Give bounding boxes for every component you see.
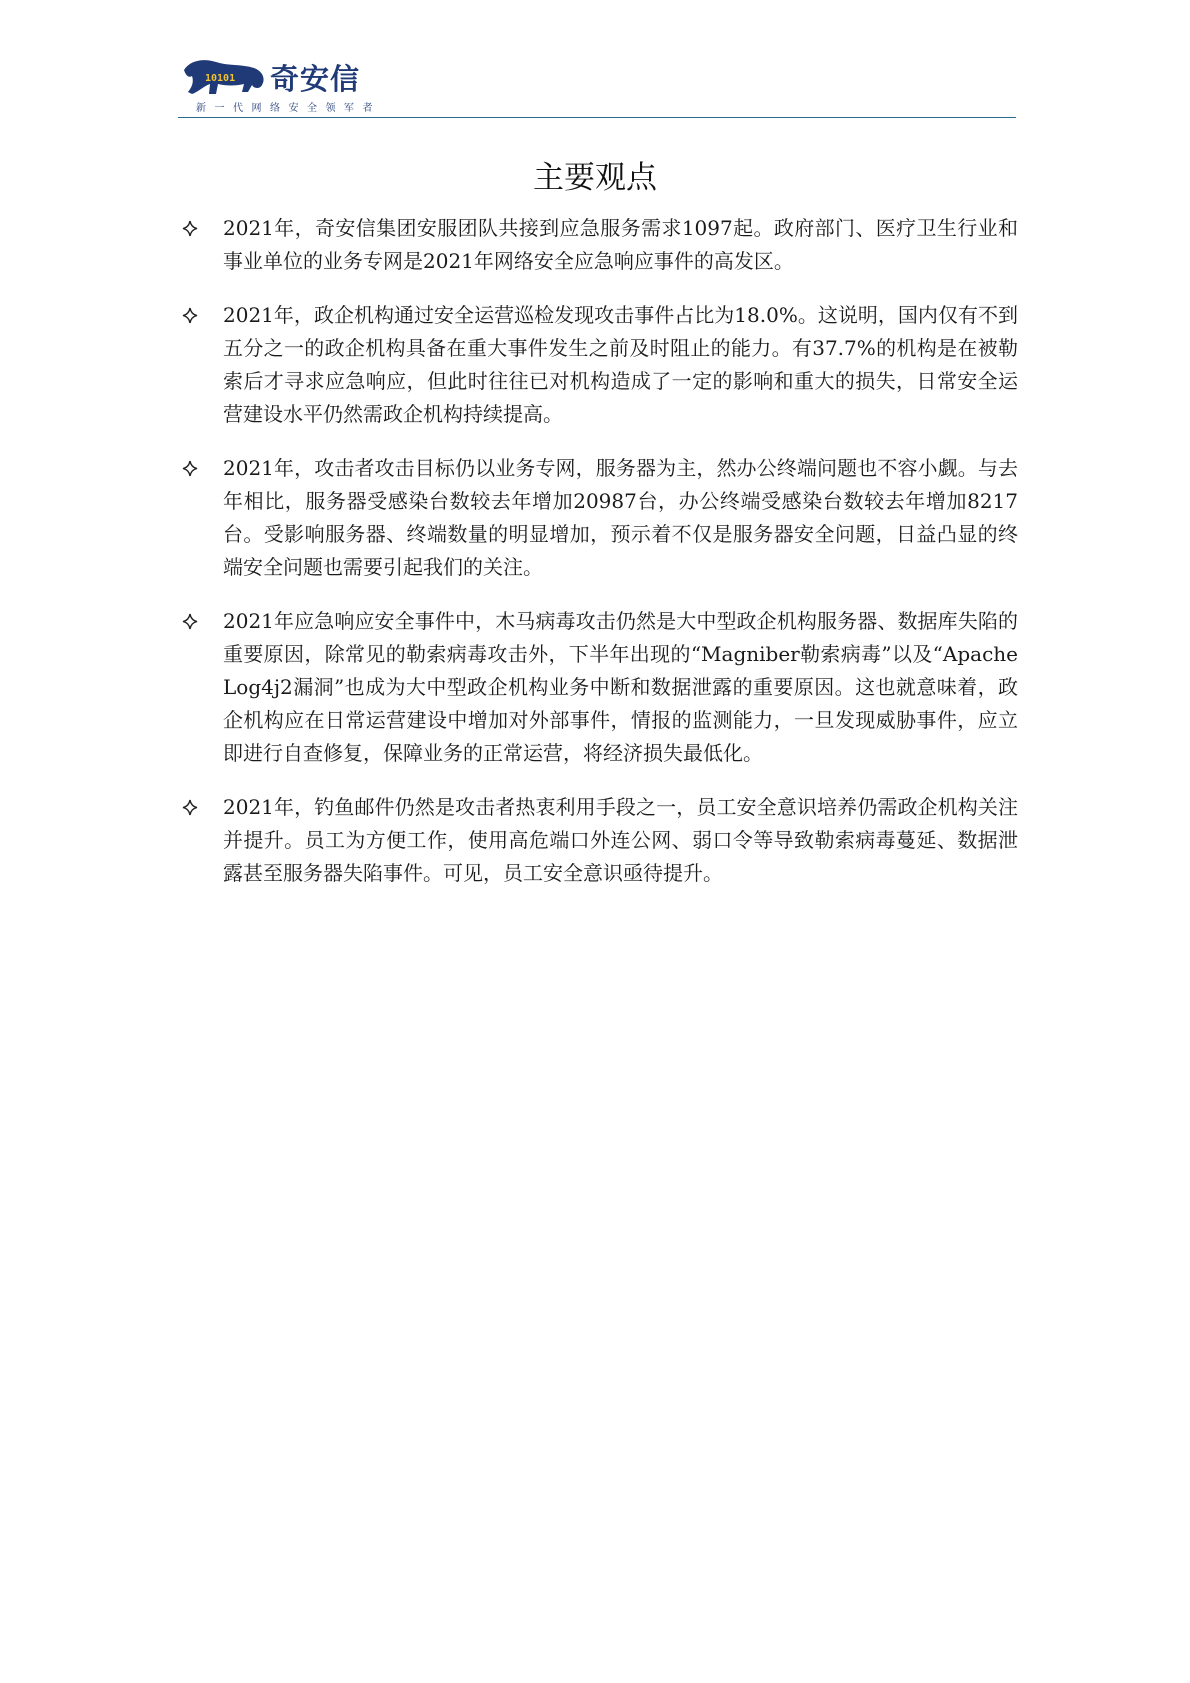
key-point-text: 2021年，钓鱼邮件仍然是攻击者热衷利用手段之一，员工安全意识培养仍需政企机构关注并提升。员工为方便工作，使用高危端口外连公网、弱口令等导致勒索病毒蔓延、数据泄露甚至服务器失陷事件。可见，员工安全意识亟待提升。 — [223, 795, 1018, 885]
four-point-star-icon — [178, 212, 202, 245]
leopard-logo-icon — [182, 58, 266, 98]
key-point-text: 2021年，攻击者攻击目标仍以业务专网，服务器为主，然办公终端问题也不容小觑。与去年相比，服务器受感染台数较去年增加20987台，办公终端受感染台数较去年增加8217台。受影响服务器、终端数量的明显增加，预示着不仅是服务器安全问题，日益凸显的终端安全问题也需要引起我们的关注。 — [223, 456, 1018, 579]
key-point-5 — [178, 791, 1018, 890]
brand-name: 奇安信 — [270, 62, 361, 96]
four-point-star-icon — [178, 452, 202, 485]
key-point-3 — [178, 452, 1018, 584]
key-points-list — [178, 212, 1018, 911]
key-point-4 — [178, 605, 1018, 770]
key-point-1 — [178, 212, 1018, 278]
logo-digits: 10101 — [205, 73, 236, 84]
header-divider — [178, 117, 1016, 118]
key-point-text: 2021年，奇安信集团安服团队共接到应急服务需求1097起。政府部门、医疗卫生行业和事业单位的业务专网是2021年网络安全应急响应事件的高发区。 — [223, 216, 1018, 273]
key-point-text: 2021年应急响应安全事件中，木马病毒攻击仍然是大中型政企机构服务器、数据库失陷的重要原因，除常见的勒索病毒攻击外，下半年出现的“Magniber勒索病毒”以及“Apache Log4j2漏洞”也成为大中型政企机构业务中断和数据泄露的重要原因。这也就意味着，政企机构应在日常运营建设中增加对外部事件，情报的监测能力，一旦发现威胁事件，应立即进行自查修复，保障业务的正常运营，将经济损失最低化。 — [223, 609, 1018, 765]
report-header — [178, 52, 1016, 118]
brand-slogan: 新一代网络安全领军者 — [196, 103, 381, 114]
four-point-star-icon — [178, 299, 202, 332]
key-point-2 — [178, 299, 1018, 431]
four-point-star-icon — [178, 605, 202, 638]
four-point-star-icon — [178, 791, 202, 824]
page-title: 主要观点 — [533, 160, 657, 196]
key-point-text: 2021年，政企机构通过安全运营巡检发现攻击事件占比为18.0%。这说明，国内仅有不到五分之一的政企机构具备在重大事件发生之前及时阻止的能力。有37.7%的机构是在被勒索后才寻求应急响应，但此时往往已对机构造成了一定的影响和重大的损失，日常安全运营建设水平仍然需政企机构持续提高。 — [223, 303, 1018, 426]
